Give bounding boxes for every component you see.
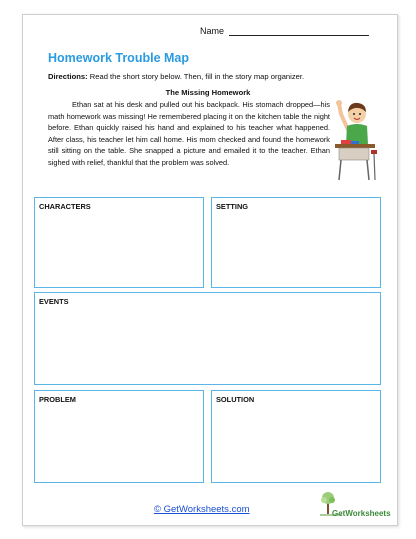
events-label: EVENTS	[39, 297, 69, 306]
characters-label: CHARACTERS	[39, 202, 91, 211]
setting-box[interactable]	[211, 197, 381, 288]
story-title: The Missing Homework	[165, 88, 251, 97]
characters-box[interactable]	[34, 197, 204, 288]
directions-text: Read the short story below. Then, fill in the story map organizer.	[87, 72, 305, 81]
student-at-desk-illustration	[333, 92, 381, 182]
name-label: Name	[200, 26, 225, 36]
directions	[48, 72, 368, 81]
solution-box[interactable]	[211, 390, 381, 483]
directions-label: Directions:	[48, 72, 88, 81]
problem-box[interactable]	[34, 390, 204, 483]
events-box[interactable]	[34, 292, 381, 385]
worksheet-title: Homework Trouble Map	[48, 51, 189, 65]
name-field	[200, 26, 369, 36]
name-line[interactable]	[229, 26, 369, 36]
story-body: Ethan sat at his desk and pulled out his backpack. His stomach dropped—his math homework was missing! He remembered placing it on the kitchen table the night before. Ethan quickly raised his hand and explained to his teacher what happened. After class, his teacher let him call home. His mom checked and found the homework still sitting on the table. She snapped a picture and emailed it to the teacher. Ethan sighed with relief, thankful that the problem was solved.	[48, 100, 330, 167]
solution-label: SOLUTION	[216, 395, 255, 404]
getworksheets-link[interactable]: © GetWorksheets.com	[154, 504, 250, 515]
setting-label: SETTING	[216, 202, 249, 211]
logo-text: GetWorksheets	[332, 509, 391, 518]
problem-label: PROBLEM	[39, 395, 76, 404]
